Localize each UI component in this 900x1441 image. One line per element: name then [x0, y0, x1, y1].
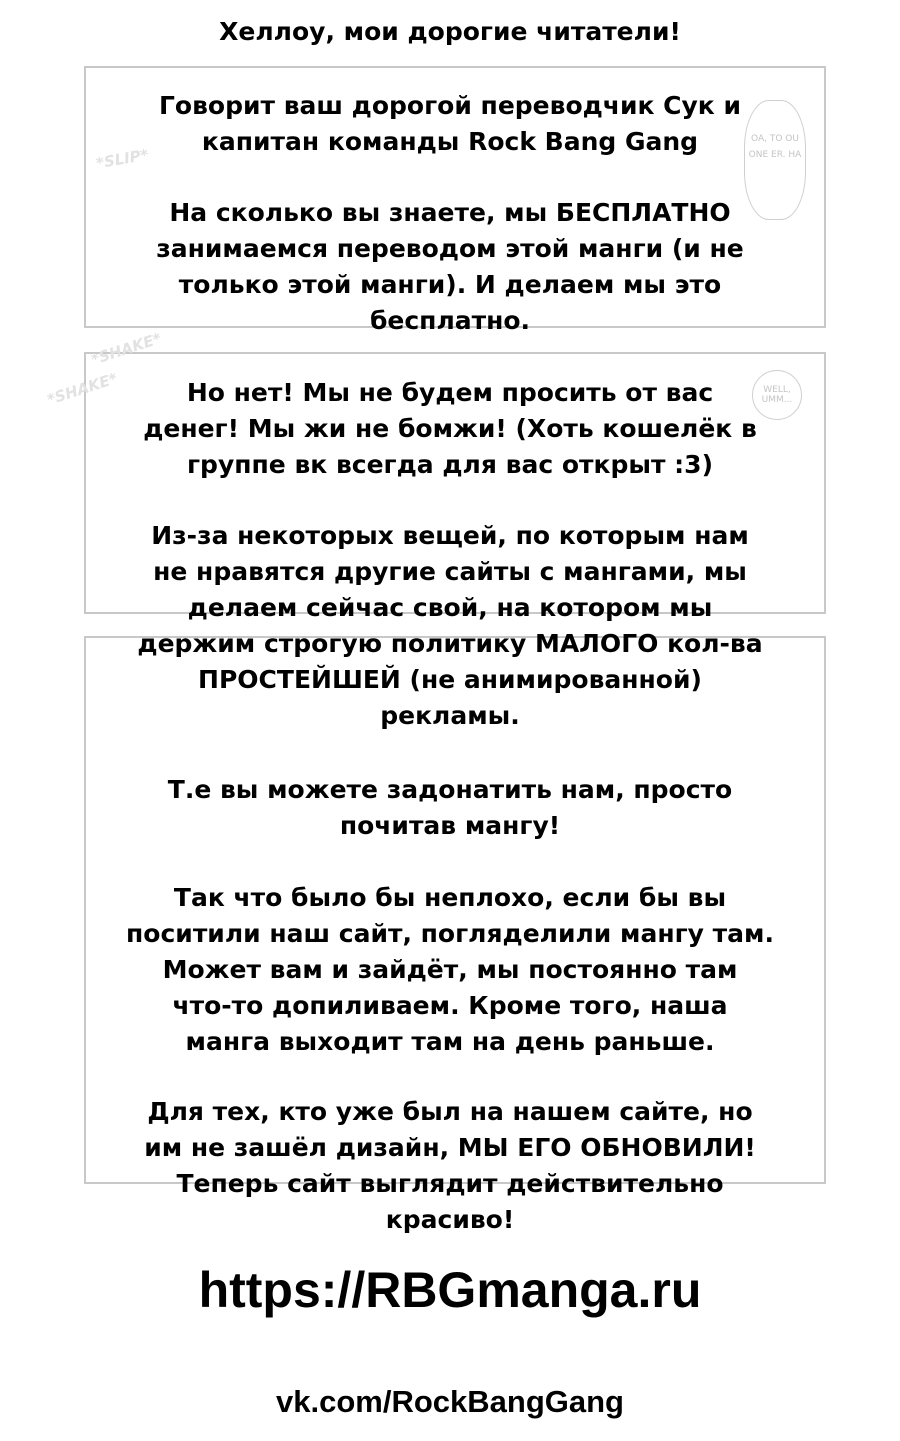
paragraph-own-site: Из-за некоторых вещей, по которым нам не нравятся другие сайты с мангами, мы делаем сейчас свой, на котором мы держим строгую политику МАЛОГО кол-ва ПРОСТЕЙШЕЙ (не анимированной) рекламы. — [137, 521, 763, 730]
speech-bubble-partial: OA, TO OU ONE ER. HA — [744, 100, 806, 220]
paragraph-visit-site: Так что было бы неплохо, если бы вы поситили наш сайт, погляделили мангу там. Может вам и зайдёт, мы постоянно там что-то допиливаем. Кроме того, наша манга выходит там на день раньше. — [126, 883, 774, 1056]
paragraph-no-money: Но нет! Мы не будем просить от вас денег! Мы жи не бомжи! (Хоть кошелёк в группе вк всегда для вас открыт :3) — [143, 378, 757, 479]
vk-link[interactable]: vk.com/RockBangGang — [276, 1384, 624, 1419]
sfx-shake-top: *SHAKE* — [88, 329, 164, 369]
paragraph-free-translation: На сколько вы знаете, мы БЕСПЛАТНО занимаемся переводом этой манги (и не только этой манги). И делаем мы это бесплатно. — [156, 198, 744, 335]
sfx-shake-left: *SHAKE* — [44, 369, 120, 409]
paragraph-intro: Говорит ваш дорогой переводчик Сук и капитан команды Rock Bang Gang — [159, 91, 741, 156]
paragraph-redesign: Для тех, кто уже был на нашем сайте, но им не зашёл дизайн, МЫ ЕГО ОБНОВИЛИ! Теперь сайт выглядит действительно красиво! — [144, 1097, 756, 1234]
greeting-heading: Хеллоу, мои дорогие читатели! — [219, 17, 681, 46]
sfx-slip: *SLIP* — [94, 145, 150, 173]
paragraph-donate: Т.е вы можете задонатить нам, просто почитав мангу! — [167, 775, 733, 840]
site-link[interactable]: https://RBGmanga.ru — [198, 1262, 702, 1318]
speech-bubble-well: WELL, UMM... — [752, 370, 802, 420]
